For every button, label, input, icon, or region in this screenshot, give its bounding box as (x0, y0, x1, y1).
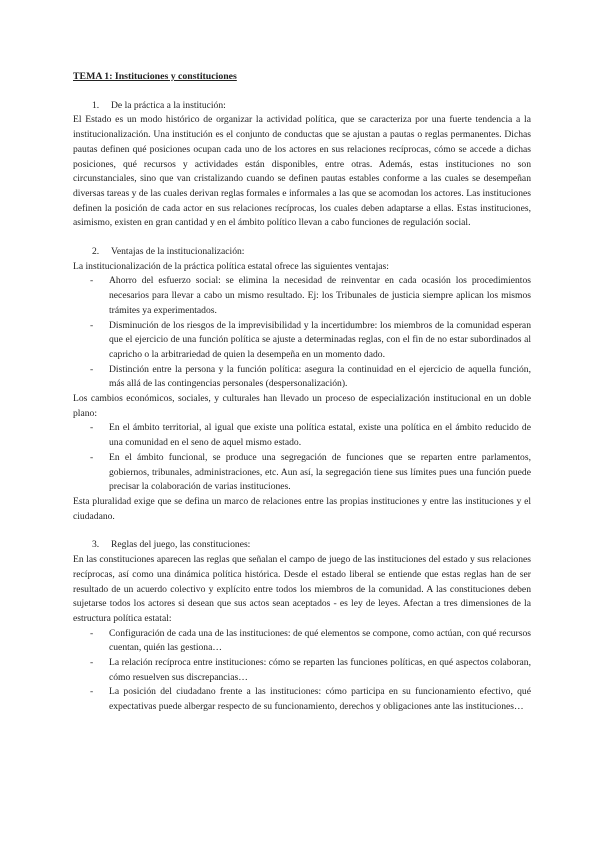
dimensions-list (73, 627, 531, 715)
dash-bullet: - (90, 363, 94, 375)
list-item (73, 274, 531, 318)
list-item-text: En el ámbito funcional, se produce una segregación de funciones que se reparten entre parlamentos, gobiernos, tribunales, administraciones, etc. Aun así, la segregación tiene sus límites pues una función puede precisar la colaboración de varias instituciones. (109, 451, 531, 493)
document-page (73, 70, 531, 729)
list-item (73, 421, 531, 450)
section-intro: En las constituciones aparecen las reglas que señalan el campo de juego de las instituciones del estado y sus relaciones recíprocas, así como una dinámica política histórica. Desde el estado liberal se entiende que estas reglas han de ser resultado de un acuerdo colectivo y explícito entre todos los miembros de la comunidad. A las constituciones deben sujetarse todos los actores si desean que sus actos sean aceptados - es ley de leyes. Afectan a tres dimensiones de la estructura política estatal: (73, 554, 531, 624)
specialization-list (73, 421, 531, 495)
list-item-text: Ahorro del esfuerzo social: se elimina la necesidad de reinventar en cada ocasión los procedimientos necesarios para llevar a cabo un mismo resultado. Ej: los Tribunales de justicia siempre aplican los mismos trámites ya experimentados. (109, 275, 531, 316)
section-paragraph: El Estado es un modo histórico de organizar la actividad política, que se caracteriza por una fuerte tendencia a la institucionalización. Una institución es el conjunto de conductas que se ajustan a pautas o reglas permanentes. Dichas pautas definen qué posiciones ocupan cada uno de los actores en sus relaciones recíprocas, cómo se accede a dichas posiciones, qué recursos y actividades están disponibles, entre otras. Además, estas instituciones no son circunstanciales, sino que van cristalizando cuando se definen pautas estables conforme a las cuales se desempeñan diversas tareas y de las cuales derivan reglas formales e informales a las que se acomodan los actores. Las instituciones definen la posición de cada actor en sus relaciones recíprocas, los cuales deben adaptarse a ellas. Estas instituciones, asimismo, existen en gran cantidad y en el ámbito político llevan a cabo funciones de regulación social. (73, 114, 531, 229)
section-heading-text: Reglas del juego, las constituciones: (111, 539, 251, 551)
advantages-list (73, 274, 531, 392)
list-item-text: La relación recíproca entre instituciones: cómo se reparten las funciones políticas, en qué aspectos colaboran, cómo resuelven sus discrepancias… (109, 657, 531, 683)
section-heading-text: De la práctica a la institución: (111, 99, 226, 111)
section-intro: La institucionalización de la práctica política estatal ofrece las siguientes ventajas: (73, 260, 389, 272)
document-title: TEMA 1: Instituciones y constituciones (73, 71, 237, 82)
list-item (73, 363, 531, 392)
list-item-text: Disminución de los riesgos de la imprevisibilidad y la incertidumbre: los miembros de la comunidad esperan que el ejercicio de una función política se ajuste a determinadas reglas, con el fin de no estar subordinados al capricho o la arbitrariedad de quien la desempeña en un momento dado. (109, 319, 531, 360)
section-number: 1. (92, 99, 100, 111)
section-heading (73, 538, 531, 553)
dash-bullet: - (90, 451, 94, 463)
section-3 (73, 538, 531, 714)
dash-bullet: - (90, 657, 94, 669)
section-closing: Esta pluralidad exige que se defina un marco de relaciones entre las propias instituciones y entre las instituciones y el ciudadano. (73, 495, 531, 522)
list-item-text: La posición del ciudadano frente a las instituciones: cómo participa en su funcionamiento efectivo, qué expectativas puede albergar respecto de su funcionamiento, derechos y obligaciones ante las instituciones… (109, 686, 531, 713)
list-item-text: Distinción entre la persona y la función política: asegura la continuidad en el ejercicio de aquella función, más allá de las contingencias personales (despersonalización). (109, 363, 531, 390)
dash-bullet: - (90, 319, 94, 331)
dash-bullet: - (90, 686, 94, 698)
list-item (73, 627, 531, 656)
list-item (73, 685, 531, 714)
section-number: 3. (92, 539, 100, 551)
list-item (73, 319, 531, 363)
list-item (73, 451, 531, 495)
section-heading (73, 99, 531, 114)
list-item-text: Configuración de cada una de las instituciones: de qué elementos se compone, como actúan, con qué recursos cuentan, quién las gestiona… (109, 627, 531, 654)
dash-bullet: - (90, 627, 94, 639)
section-2 (73, 245, 531, 524)
section-heading-text: Ventajas de la institucionalización: (111, 246, 245, 258)
dash-bullet: - (90, 422, 94, 434)
section-middle: Los cambios económicos, sociales, y culturales han llevado un proceso de especialización institucional en un doble plano: (73, 393, 531, 419)
section-1 (73, 99, 531, 231)
list-item (73, 656, 531, 685)
section-heading (73, 245, 531, 260)
dash-bullet: - (90, 275, 94, 287)
section-number: 2. (92, 246, 100, 258)
list-item-text: En el ámbito territorial, al igual que existe una política estatal, existe una política en el ámbito reducido de una comunidad en el seno de aquel mismo estado. (109, 422, 531, 449)
